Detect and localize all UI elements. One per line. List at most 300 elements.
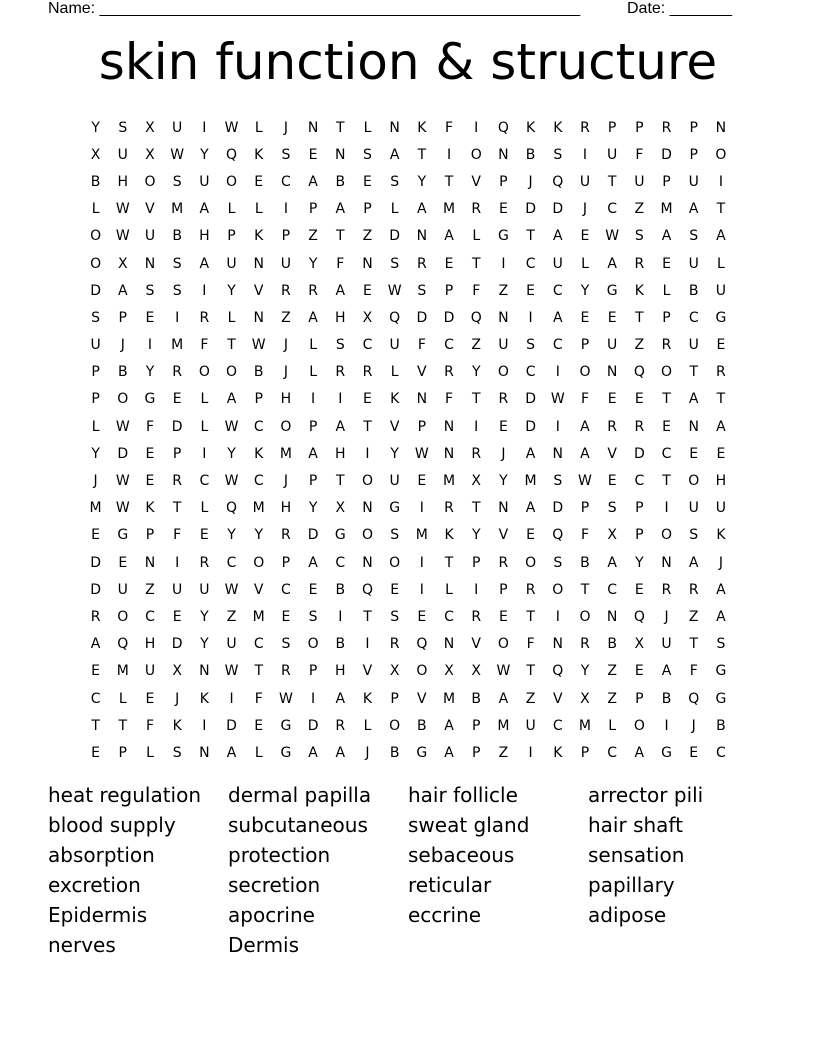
grid-letter: X	[335, 500, 346, 517]
grid-letter: D	[90, 282, 101, 299]
grid-letter: H	[335, 309, 346, 326]
grid-letter: H	[715, 473, 727, 490]
grid-letter: E	[444, 255, 454, 272]
grid-letter: A	[688, 201, 699, 218]
word-list-item: hair shaft	[588, 813, 683, 837]
grid-letter: N	[144, 554, 156, 571]
grid-letter: Y	[145, 364, 155, 381]
grid-letter: O	[307, 636, 319, 653]
grid-letter: V	[389, 418, 400, 435]
grid-letter: T	[607, 173, 617, 190]
grid-letter: L	[227, 201, 236, 218]
grid-letter: V	[253, 282, 264, 299]
grid-letter: R	[580, 636, 590, 653]
grid-letter: U	[552, 255, 563, 272]
grid-row	[82, 114, 735, 141]
grid-letter: U	[688, 255, 699, 272]
grid-letter: U	[144, 663, 156, 680]
grid-letter: S	[91, 309, 101, 326]
grid-letter: C	[253, 473, 264, 490]
grid-letter: F	[417, 337, 426, 354]
grid-letter: G	[715, 690, 727, 707]
grid-letter: J	[582, 201, 588, 218]
grid-letter: M	[524, 473, 537, 490]
grid-letter: B	[335, 173, 346, 190]
grid-letter: B	[172, 228, 182, 245]
grid-letter: Z	[145, 581, 155, 598]
word-list-item: sweat gland	[408, 813, 530, 837]
grid-letter: J	[283, 337, 288, 354]
grid-letter: C	[145, 608, 155, 625]
grid-letter: Z	[525, 690, 536, 707]
grid-letter: P	[308, 201, 318, 218]
grid-letter: K	[172, 717, 182, 734]
grid-letter: B	[607, 636, 617, 653]
grid-letter: A	[417, 201, 427, 218]
grid-letter: B	[716, 717, 726, 734]
grid-letter: E	[498, 418, 508, 435]
grid-letter: G	[117, 527, 129, 544]
grid-letter: N	[362, 554, 373, 571]
grid-letter: E	[308, 146, 318, 163]
grid-letter: E	[172, 391, 182, 408]
grid-letter: Y	[91, 119, 100, 136]
grid-row	[82, 522, 735, 549]
name-field-label: Name: ______________________________________________________	[48, 0, 581, 17]
grid-letter: L	[390, 364, 399, 381]
grid-row	[82, 250, 735, 277]
grid-letter: Z	[607, 690, 617, 707]
grid-letter: E	[607, 391, 617, 408]
grid-letter: O	[688, 473, 700, 490]
word-list-item: protection	[228, 843, 331, 867]
grid-letter: F	[254, 690, 263, 707]
grid-letter: B	[580, 554, 590, 571]
grid-letter: Q	[688, 690, 700, 707]
grid-letter: Q	[552, 173, 564, 190]
grid-letter: Y	[227, 527, 236, 544]
grid-letter: P	[635, 119, 644, 136]
grid-letter: T	[336, 119, 345, 136]
grid-letter: O	[226, 173, 238, 190]
grid-letter: E	[689, 445, 699, 462]
grid-letter: C	[199, 473, 210, 490]
grid-letter: E	[526, 282, 536, 299]
grid-letter: C	[552, 717, 563, 734]
grid-letter: W	[115, 228, 130, 245]
word-list-item: papillary	[588, 873, 675, 897]
grid-letter: D	[443, 309, 455, 326]
grid-letter: I	[365, 445, 370, 462]
grid-letter: K	[254, 146, 264, 163]
grid-letter: N	[253, 309, 264, 326]
grid-letter: E	[281, 608, 291, 625]
grid-letter: U	[607, 337, 618, 354]
grid-row	[82, 141, 735, 168]
grid-letter: L	[254, 119, 263, 136]
grid-letter: Q	[470, 309, 482, 326]
grid-letter: A	[661, 228, 672, 245]
grid-letter: F	[336, 255, 345, 272]
grid-letter: B	[417, 717, 427, 734]
word-list-item: Epidermis	[48, 903, 148, 927]
grid-letter: E	[634, 663, 644, 680]
grid-letter: M	[442, 690, 456, 707]
grid-letter: N	[443, 418, 455, 435]
grid-letter: Q	[497, 119, 509, 136]
grid-letter: R	[335, 364, 346, 381]
grid-letter: K	[254, 445, 264, 462]
grid-letter: R	[281, 663, 291, 680]
grid-letter: T	[526, 663, 535, 680]
grid-letter: B	[688, 282, 699, 299]
grid-letter: A	[607, 554, 617, 571]
word-list-item: blood supply	[48, 813, 176, 837]
grid-letter: R	[716, 364, 726, 381]
grid-letter: A	[308, 554, 318, 571]
grid-letter: O	[552, 581, 564, 598]
grid-letter: U	[715, 282, 727, 299]
grid-letter: F	[526, 636, 535, 653]
grid-letter: J	[528, 173, 533, 190]
grid-letter: S	[634, 228, 644, 245]
grid-letter: Y	[499, 473, 508, 490]
grid-letter: N	[498, 500, 509, 517]
grid-letter: R	[172, 364, 183, 381]
grid-letter: R	[308, 282, 318, 299]
grid-letter: O	[90, 255, 102, 272]
grid-letter: T	[118, 717, 128, 734]
grid-letter: T	[227, 337, 236, 354]
grid-letter: S	[390, 173, 400, 190]
word-list-item	[408, 930, 588, 960]
word-list-item: apocrine	[228, 903, 315, 927]
grid-letter: A	[335, 282, 346, 299]
grid-letter: A	[552, 228, 563, 245]
grid-letter: N	[688, 418, 699, 435]
grid-letter: B	[661, 690, 672, 707]
grid-letter: L	[200, 391, 209, 408]
grid-letter: D	[633, 445, 645, 462]
grid-letter: Q	[416, 636, 428, 653]
grid-letter: L	[472, 228, 481, 245]
grid-letter: S	[172, 255, 182, 272]
grid-letter: S	[308, 608, 318, 625]
grid-letter: S	[335, 337, 345, 354]
grid-letter: W	[387, 282, 402, 299]
letter-grid	[82, 114, 735, 767]
grid-letter: F	[580, 527, 589, 544]
grid-letter: U	[280, 255, 292, 272]
grid-letter: N	[552, 636, 564, 653]
grid-letter: E	[607, 309, 617, 326]
grid-letter: G	[715, 309, 727, 326]
grid-letter: G	[416, 744, 428, 761]
grid-letter: T	[336, 228, 345, 245]
word-list-item: excretion	[48, 873, 141, 897]
word-list	[48, 780, 768, 960]
grid-letter: Q	[361, 581, 373, 598]
word-list-item: Dermis	[228, 933, 300, 957]
grid-letter: J	[365, 744, 370, 761]
grid-letter: K	[526, 119, 536, 136]
grid-letter: A	[308, 744, 318, 761]
grid-letter: U	[172, 119, 183, 136]
grid-letter: A	[498, 690, 509, 707]
grid-letter: A	[308, 445, 318, 462]
grid-letter: B	[335, 581, 346, 598]
grid-letter: R	[362, 364, 373, 381]
grid-letter: I	[202, 445, 207, 462]
grid-letter: N	[715, 119, 727, 136]
grid-letter: U	[172, 581, 183, 598]
grid-letter: F	[445, 391, 454, 408]
grid-letter: P	[689, 119, 698, 136]
grid-letter: C	[716, 744, 726, 761]
grid-letter: E	[118, 554, 128, 571]
grid-letter: R	[172, 473, 183, 490]
grid-letter: P	[580, 337, 590, 354]
grid-letter: V	[552, 690, 563, 707]
grid-letter: T	[689, 364, 698, 381]
grid-letter: N	[389, 119, 400, 136]
grid-letter: F	[145, 418, 154, 435]
grid-letter: W	[550, 391, 565, 408]
grid-letter: L	[254, 201, 263, 218]
grid-letter: A	[308, 309, 318, 326]
grid-letter: E	[199, 527, 209, 544]
grid-letter: M	[171, 201, 184, 218]
grid-letter: T	[417, 146, 427, 163]
grid-letter: R	[335, 717, 346, 734]
grid-letter: X	[172, 663, 182, 680]
grid-letter: U	[688, 500, 699, 517]
grid-letter: S	[553, 146, 563, 163]
grid-letter: J	[120, 337, 125, 354]
grid-letter: S	[145, 282, 155, 299]
grid-letter: O	[117, 608, 129, 625]
word-list-item: subcutaneous	[228, 813, 368, 837]
grid-letter: P	[662, 173, 671, 190]
grid-letter: A	[199, 255, 210, 272]
grid-row	[82, 549, 735, 576]
grid-letter: E	[91, 663, 101, 680]
grid-letter: K	[362, 690, 373, 707]
grid-letter: E	[662, 418, 671, 435]
grid-letter: L	[363, 717, 372, 734]
grid-letter: I	[446, 146, 452, 163]
grid-letter: O	[90, 228, 102, 245]
grid-letter: X	[90, 146, 101, 163]
grid-letter: T	[336, 473, 345, 490]
grid-letter: Y	[580, 663, 590, 680]
grid-letter: C	[552, 282, 563, 299]
grid-letter: J	[283, 119, 288, 136]
grid-letter: B	[389, 744, 400, 761]
grid-letter: P	[308, 473, 318, 490]
word-list-item: absorption	[48, 843, 155, 867]
grid-letter: P	[145, 527, 155, 544]
grid-letter: U	[688, 337, 699, 354]
grid-letter: Y	[580, 282, 590, 299]
grid-letter: I	[582, 146, 588, 163]
grid-letter: Y	[417, 173, 427, 190]
word-list-item: dermal papilla	[228, 783, 372, 807]
word-list-item: hair follicle	[408, 783, 518, 807]
grid-letter: A	[226, 744, 237, 761]
grid-letter: E	[716, 445, 726, 462]
word-list-item: nerves	[48, 933, 116, 957]
grid-letter: D	[525, 201, 536, 218]
grid-row	[82, 277, 735, 304]
grid-row	[82, 223, 735, 250]
grid-letter: G	[606, 282, 618, 299]
grid-letter: H	[144, 636, 156, 653]
grid-letter: L	[717, 255, 725, 272]
grid-letter: H	[199, 228, 210, 245]
grid-letter: T	[580, 581, 590, 598]
grid-letter: N	[443, 445, 455, 462]
grid-letter: V	[253, 581, 264, 598]
grid-letter: E	[498, 608, 508, 625]
grid-row	[82, 359, 735, 386]
grid-letter: B	[525, 146, 536, 163]
grid-letter: I	[474, 581, 479, 598]
grid-letter: I	[419, 500, 424, 517]
grid-letter: R	[471, 445, 482, 462]
grid-letter: C	[444, 337, 454, 354]
grid-letter: W	[224, 581, 239, 598]
grid-letter: J	[93, 473, 98, 490]
grid-letter: P	[635, 690, 644, 707]
grid-letter: T	[471, 391, 481, 408]
grid-letter: D	[90, 554, 101, 571]
grid-letter: T	[635, 309, 644, 326]
worksheet-header	[0, 0, 816, 22]
grid-letter: A	[580, 445, 590, 462]
grid-letter: Z	[498, 744, 509, 761]
grid-letter: D	[416, 309, 428, 326]
grid-letter: O	[117, 391, 129, 408]
grid-letter: C	[362, 337, 373, 354]
grid-letter: T	[363, 418, 372, 435]
grid-letter: E	[145, 690, 155, 707]
grid-letter: D	[171, 636, 183, 653]
grid-letter: M	[89, 500, 102, 517]
grid-letter: O	[389, 717, 401, 734]
grid-letter: V	[607, 445, 617, 462]
grid-letter: A	[90, 636, 101, 653]
grid-letter: E	[91, 527, 101, 544]
grid-letter: N	[144, 255, 156, 272]
grid-letter: E	[526, 527, 536, 544]
grid-letter: R	[416, 255, 427, 272]
grid-letter: K	[634, 282, 644, 299]
grid-letter: Z	[607, 663, 617, 680]
grid-letter: C	[688, 309, 699, 326]
grid-letter: X	[607, 527, 617, 544]
grid-letter: F	[580, 391, 589, 408]
grid-letter: P	[662, 309, 671, 326]
grid-letter: E	[91, 744, 101, 761]
grid-letter: S	[607, 500, 617, 517]
grid-letter: B	[90, 173, 101, 190]
grid-letter: X	[362, 309, 373, 326]
grid-letter: M	[116, 663, 129, 680]
grid-letter: U	[199, 581, 210, 598]
grid-letter: L	[662, 282, 671, 299]
grid-letter: S	[281, 636, 291, 653]
grid-letter: M	[660, 201, 673, 218]
grid-letter: N	[362, 255, 373, 272]
grid-letter: Y	[227, 445, 236, 462]
grid-letter: M	[279, 445, 292, 462]
grid-letter: C	[444, 608, 454, 625]
grid-letter: G	[144, 391, 156, 408]
grid-letter: L	[91, 201, 100, 218]
grid-letter: S	[118, 119, 128, 136]
grid-letter: W	[414, 445, 429, 462]
grid-letter: L	[254, 744, 263, 761]
grid-letter: T	[716, 391, 726, 408]
grid-letter: I	[175, 309, 180, 326]
grid-letter: S	[390, 255, 400, 272]
grid-letter: T	[254, 663, 263, 680]
grid-letter: F	[173, 527, 182, 544]
grid-letter: S	[689, 228, 699, 245]
grid-letter: T	[444, 554, 454, 571]
grid-letter: F	[445, 119, 454, 136]
grid-letter: L	[390, 201, 399, 218]
grid-letter: L	[309, 364, 317, 381]
grid-letter: M	[497, 717, 510, 734]
grid-letter: X	[145, 146, 155, 163]
grid-letter: P	[580, 744, 590, 761]
grid-letter: K	[553, 119, 563, 136]
grid-row	[82, 386, 735, 413]
grid-letter: I	[283, 201, 288, 218]
grid-letter: W	[251, 337, 266, 354]
grid-letter: J	[175, 690, 180, 707]
grid-letter: U	[661, 636, 672, 653]
grid-letter: U	[226, 255, 237, 272]
grid-letter: P	[471, 554, 481, 571]
grid-letter: V	[362, 663, 373, 680]
grid-letter: I	[311, 391, 316, 408]
grid-letter: S	[553, 473, 563, 490]
grid-letter: W	[115, 500, 130, 517]
grid-letter: X	[389, 663, 400, 680]
grid-letter: F	[689, 663, 698, 680]
grid-letter: R	[90, 608, 101, 625]
grid-letter: T	[471, 500, 481, 517]
grid-letter: Z	[688, 608, 699, 625]
grid-letter: X	[145, 119, 155, 136]
grid-letter: E	[145, 445, 155, 462]
grid-letter: K	[145, 500, 155, 517]
grid-letter: J	[664, 608, 669, 625]
grid-letter: P	[91, 391, 100, 408]
grid-letter: Q	[226, 146, 238, 163]
grid-letter: K	[254, 228, 264, 245]
grid-letter: K	[199, 690, 209, 707]
grid-letter: L	[227, 309, 236, 326]
grid-letter: A	[661, 663, 672, 680]
grid-letter: S	[390, 527, 400, 544]
grid-letter: D	[307, 527, 319, 544]
grid-letter: Z	[308, 228, 318, 245]
grid-letter: A	[335, 418, 346, 435]
